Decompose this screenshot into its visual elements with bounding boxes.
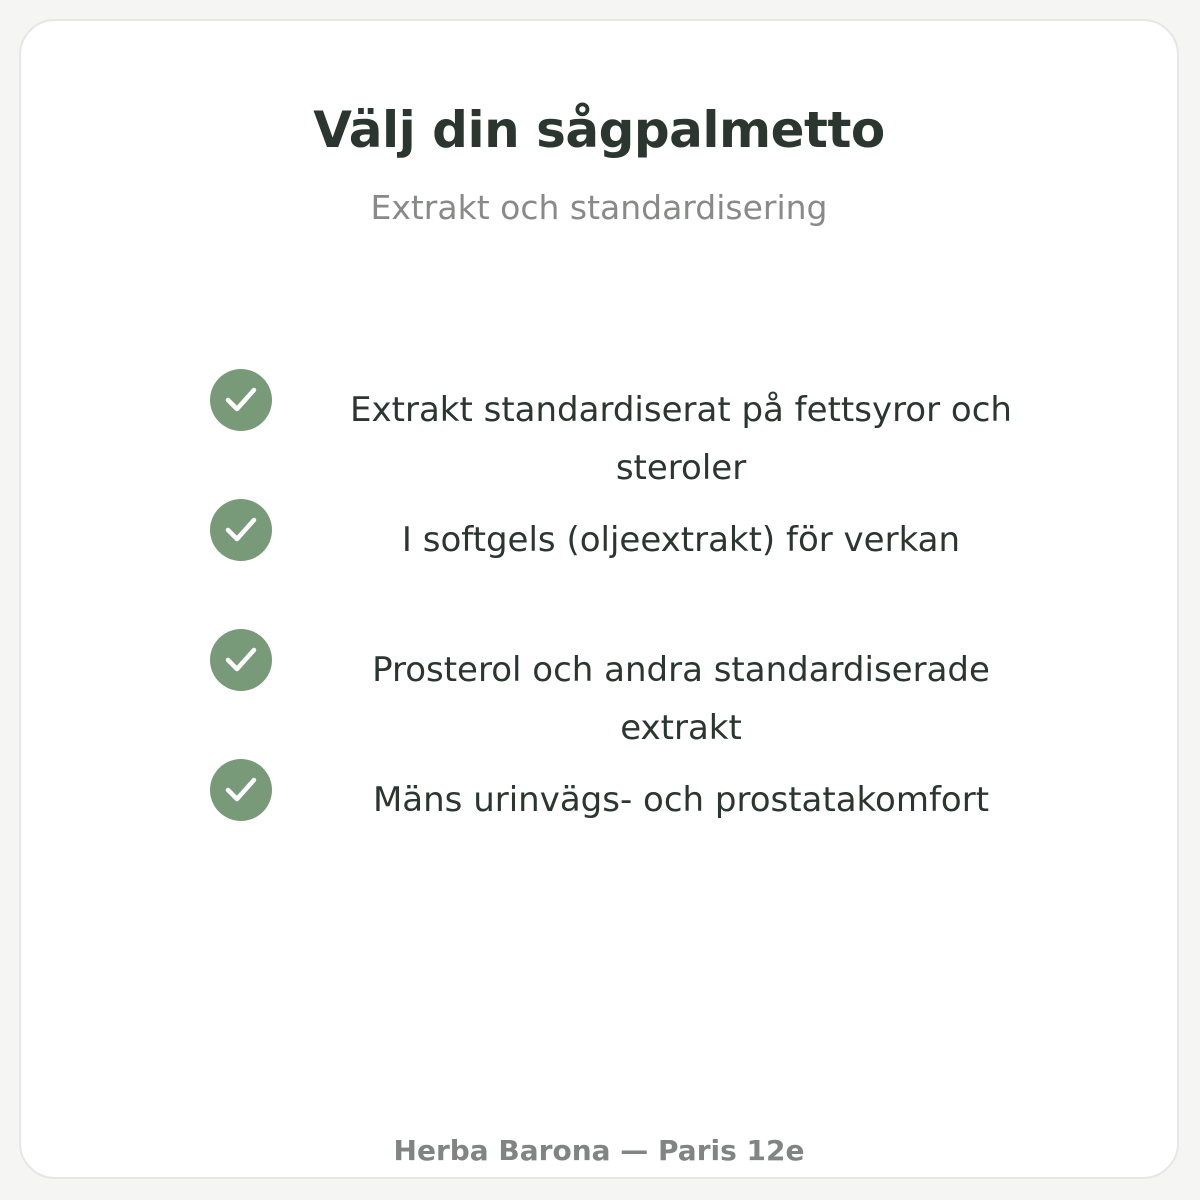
feature-text: I softgels (oljeextrakt) för verkan [401,520,961,560]
feature-text: Mäns urinvägs- och prostatakomfort [372,780,990,820]
feature-item [210,629,1010,759]
check-circle-icon [210,499,272,561]
page-title: Välj din sågpalmetto [313,101,885,159]
info-card [19,19,1179,1179]
feature-item [210,499,1010,629]
check-circle-icon [210,629,272,691]
check-circle-icon [210,759,272,821]
feature-list [210,369,1010,889]
feature-text: Extrakt standardiserat på fettsyror och steroler [350,390,1012,488]
page-subtitle: Extrakt och standardisering [370,188,828,227]
footer-brand: Herba Barona — Paris 12e [393,1134,805,1167]
feature-text: Prosterol och andra standardiserade extrakt [372,650,990,748]
feature-item [210,369,1010,499]
check-circle-icon [210,369,272,431]
feature-item [210,759,1010,889]
